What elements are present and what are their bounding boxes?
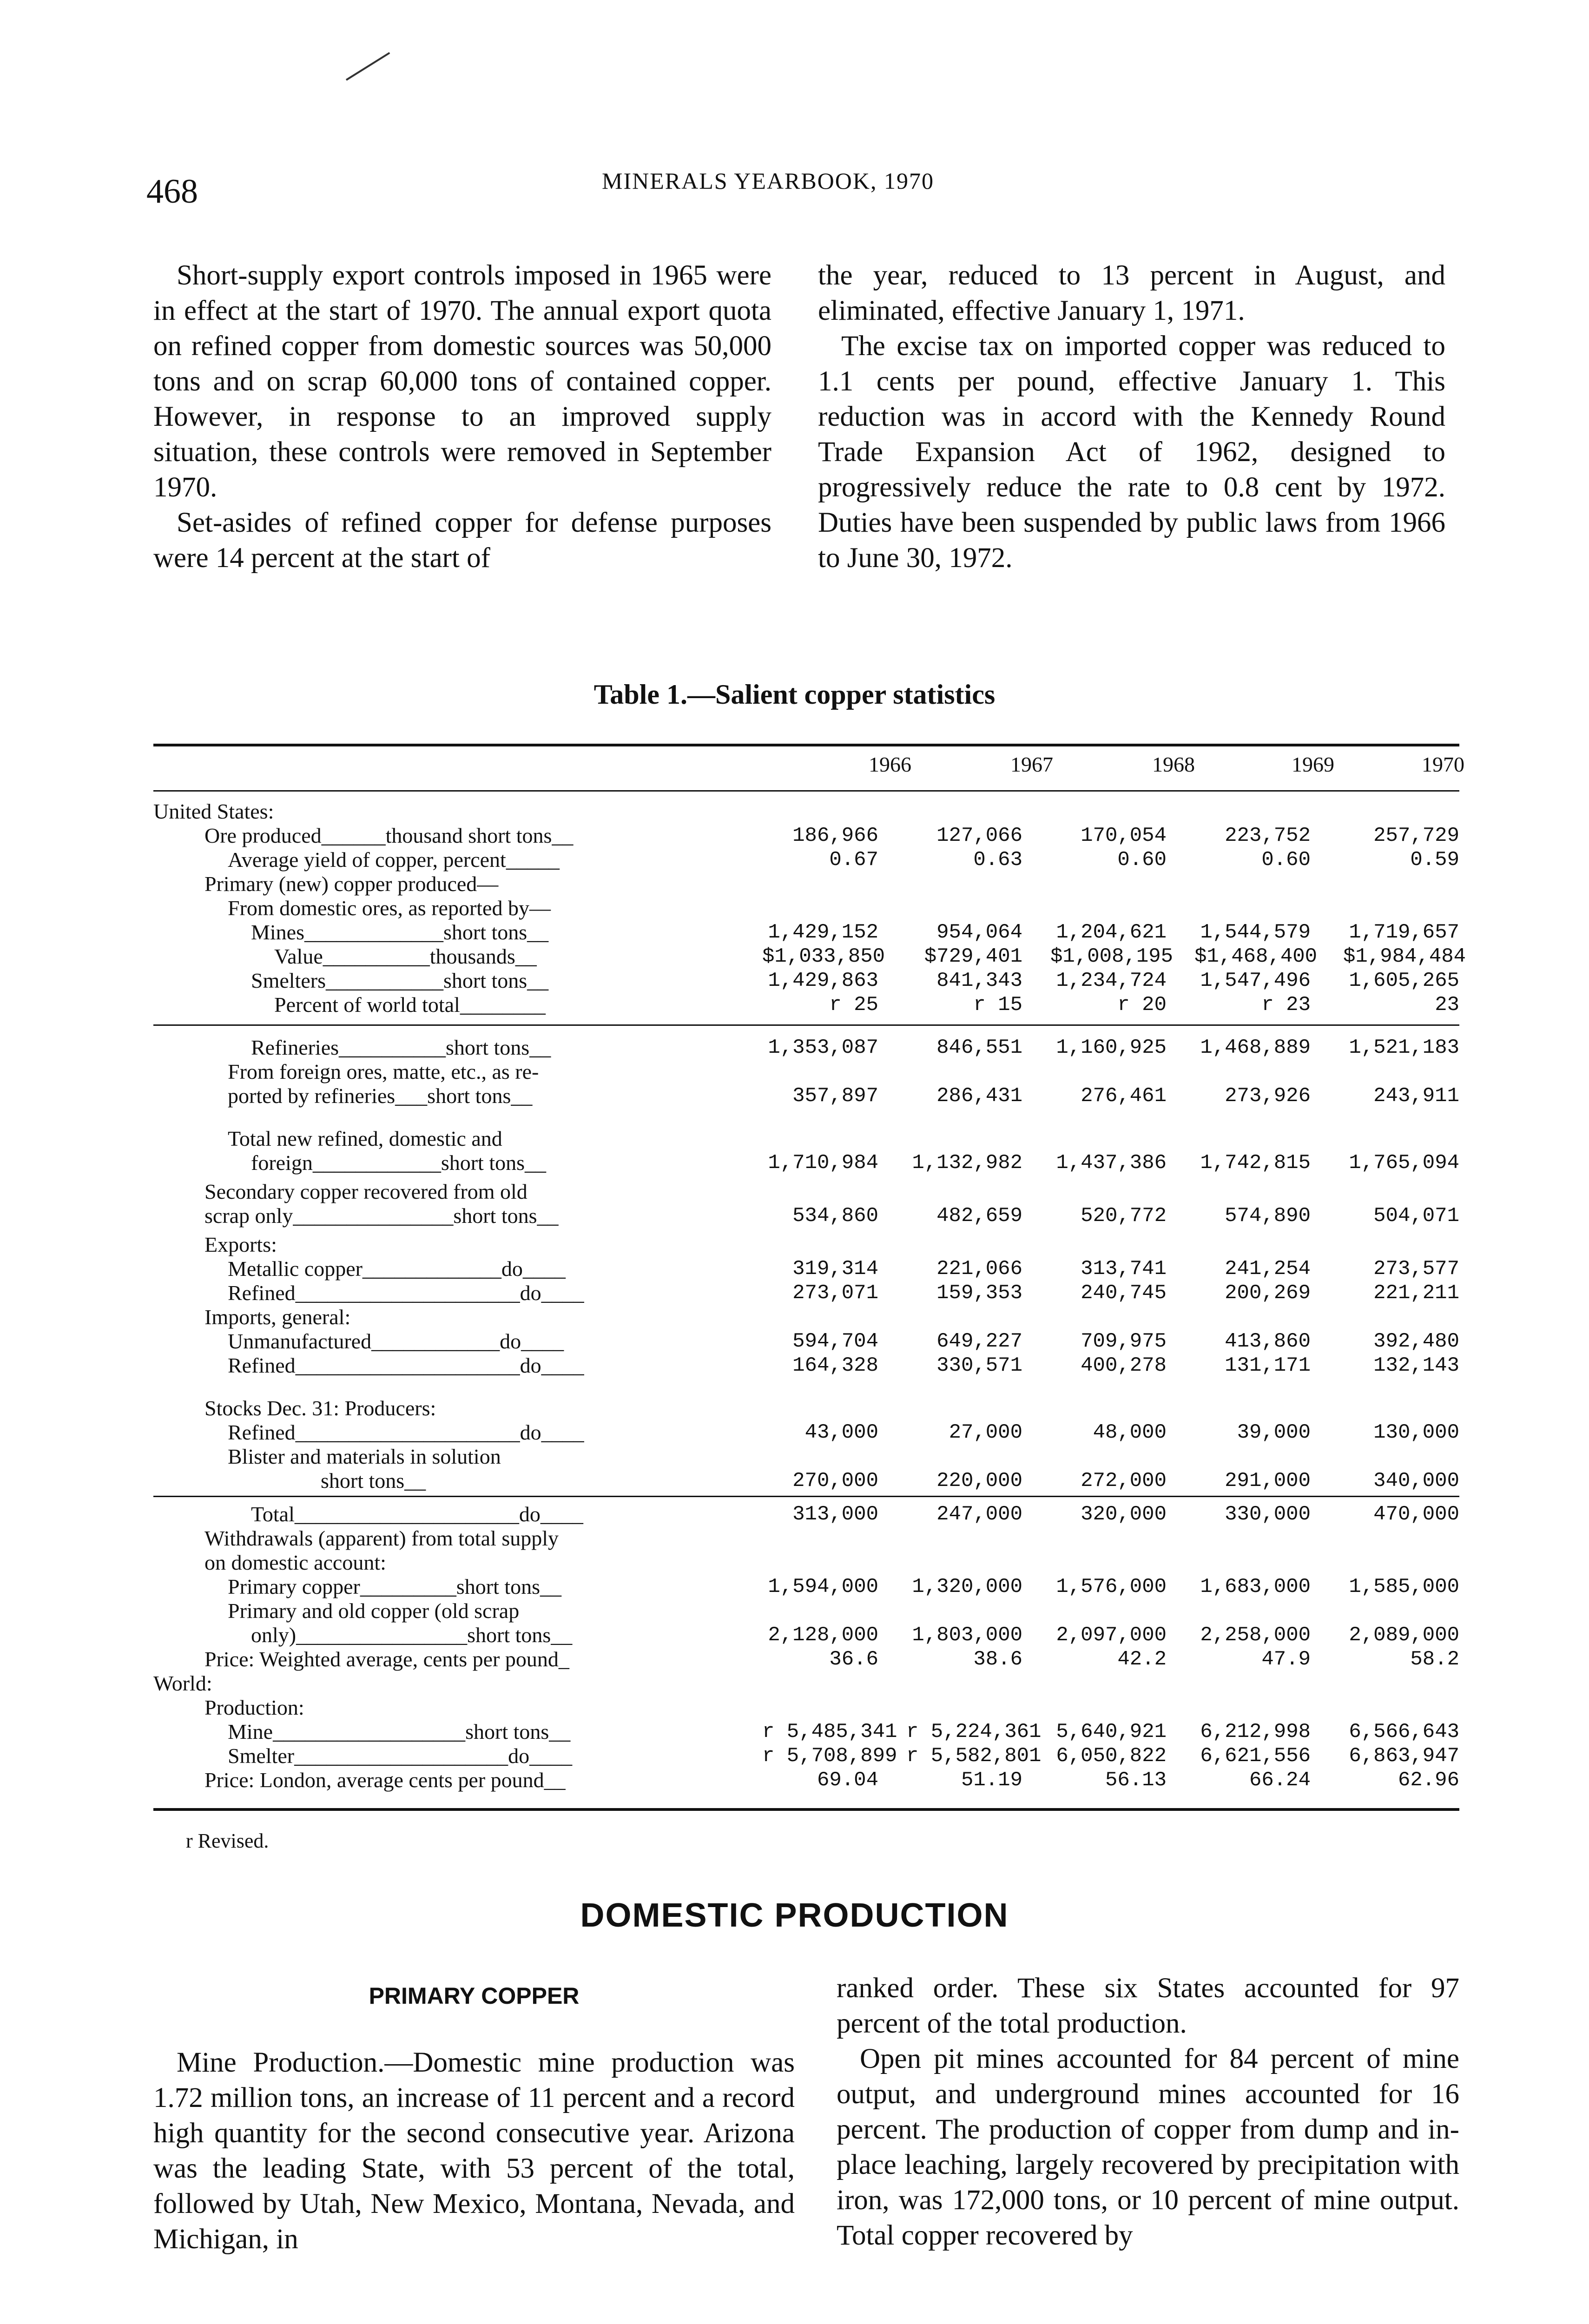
cell-value: 66.24 xyxy=(1249,1769,1311,1792)
cell-value: 36.6 xyxy=(829,1648,878,1671)
cell-value: 1,710,984 xyxy=(768,1151,878,1175)
cell-value: 131,171 xyxy=(1225,1354,1311,1377)
cell-value: $729,401 xyxy=(924,945,1022,968)
cell-value: 200,269 xyxy=(1225,1281,1311,1305)
cell-value: 286,431 xyxy=(936,1084,1022,1108)
intro-paragraph: The excise tax on imported copper was reduced to 1.1 cents per pound, effective January 1. This reduction was in accord with the Kennedy Round Trade Expansion Act of 1962, designed to progressively reduce the rate to 0.8 cent by 1972. Duties have been suspended by public laws from 1966 to June 30, 1972. xyxy=(818,330,1445,574)
cell-value: 272,000 xyxy=(1081,1469,1167,1492)
cell-value: 273,071 xyxy=(792,1281,878,1305)
row-label: Smelters___________short tons__ xyxy=(251,969,549,992)
row-label: Price: London, average cents per pound__ xyxy=(204,1768,566,1792)
cell-value: 2,089,000 xyxy=(1349,1624,1459,1647)
section-rule xyxy=(153,1024,1459,1026)
pen-mark xyxy=(346,52,390,81)
cell-value: 58.2 xyxy=(1410,1648,1459,1671)
cell-value: 6,863,947 xyxy=(1349,1744,1459,1768)
cell-value: 841,343 xyxy=(936,969,1022,992)
page-number: 468 xyxy=(146,172,198,211)
cell-value: 291,000 xyxy=(1225,1469,1311,1492)
row-label: Mine__________________short tons__ xyxy=(228,1720,571,1743)
row-label: Refineries__________short tons__ xyxy=(251,1036,551,1059)
cell-value: 5,640,921 xyxy=(1056,1720,1167,1743)
cell-value: 223,752 xyxy=(1225,824,1311,847)
intro-paragraph: the year, reduced to 13 percent in August, and eliminated, effective January 1, 1971. xyxy=(818,260,1445,326)
cell-value: $1,033,850 xyxy=(762,945,885,968)
row-label: only)________________short tons__ xyxy=(251,1623,573,1647)
cell-value: 243,911 xyxy=(1373,1084,1459,1108)
row-label: Percent of world total________ xyxy=(274,993,546,1017)
cell-value: 594,704 xyxy=(792,1330,878,1353)
cell-value: 240,745 xyxy=(1081,1281,1167,1305)
cell-value: r 5,224,361 xyxy=(906,1720,1042,1743)
row-label: Imports, general: xyxy=(204,1305,351,1329)
row-label: Primary copper_________short tons__ xyxy=(228,1575,562,1598)
row-label: ported by refineries___short tons__ xyxy=(228,1084,533,1108)
intro-paragraph: Set-asides of refined copper for defense purposes were 14 percent at the start of xyxy=(153,507,771,574)
row-label: From domestic ores, as reported by— xyxy=(228,896,551,920)
cell-value: 0.60 xyxy=(1117,848,1167,872)
cell-value: 413,860 xyxy=(1225,1330,1311,1353)
cell-value: 357,897 xyxy=(792,1084,878,1108)
cell-value: 534,860 xyxy=(792,1204,878,1228)
cell-value: 6,050,822 xyxy=(1056,1744,1167,1768)
cell-value: r 5,708,899 xyxy=(762,1744,897,1768)
row-label: short tons__ xyxy=(321,1469,426,1492)
cell-value: 6,212,998 xyxy=(1200,1720,1311,1743)
cell-value: 1,683,000 xyxy=(1200,1575,1311,1598)
row-label: Stocks Dec. 31: Producers: xyxy=(204,1396,436,1420)
cell-value: 954,064 xyxy=(936,921,1022,944)
cell-value: r 5,582,801 xyxy=(906,1744,1042,1768)
cell-value: 62.96 xyxy=(1398,1769,1459,1792)
row-label: Unmanufactured____________do____ xyxy=(228,1329,564,1353)
cell-value: 47.9 xyxy=(1261,1648,1311,1671)
row-label: scrap only_______________short tons__ xyxy=(204,1204,559,1228)
cell-value: 0.63 xyxy=(973,848,1022,872)
row-label: Secondary copper recovered from old xyxy=(204,1180,527,1203)
year-header: 1970 xyxy=(1422,753,1464,776)
cell-value: 482,659 xyxy=(936,1204,1022,1228)
row-label: Exports: xyxy=(204,1233,277,1256)
row-label: Ore produced______thousand short tons__ xyxy=(204,824,574,847)
cell-value: 0.67 xyxy=(829,848,878,872)
cell-value: 186,966 xyxy=(792,824,878,847)
cell-value: r 25 xyxy=(829,993,878,1017)
cell-value: 1,160,925 xyxy=(1056,1036,1167,1059)
cell-value: 1,742,815 xyxy=(1200,1151,1311,1175)
cell-value: 1,803,000 xyxy=(912,1624,1022,1647)
cell-value: 504,071 xyxy=(1373,1204,1459,1228)
table-header xyxy=(153,744,1464,790)
row-label: Total new refined, domestic and xyxy=(228,1127,502,1150)
row-label: Total_____________________do____ xyxy=(251,1502,583,1526)
cell-value: 241,254 xyxy=(1225,1257,1311,1281)
cell-value: 330,571 xyxy=(936,1354,1022,1377)
intro-left-column xyxy=(153,258,771,576)
cell-value: 520,772 xyxy=(1081,1204,1167,1228)
cell-value: 313,000 xyxy=(792,1503,878,1526)
cell-value: 127,066 xyxy=(936,824,1022,847)
row-label: Primary and old copper (old scrap xyxy=(228,1599,520,1623)
row-label: Primary (new) copper produced— xyxy=(204,872,499,896)
row-label: From foreign ores, matte, etc., as re- xyxy=(228,1060,539,1083)
row-label: Production: xyxy=(204,1696,304,1719)
cell-value: 221,066 xyxy=(936,1257,1022,1281)
row-label: Refined_____________________do____ xyxy=(228,1353,584,1377)
row-label: Price: Weighted average, cents per pound_ xyxy=(204,1647,569,1671)
cell-value: r 20 xyxy=(1117,993,1167,1017)
row-label: World: xyxy=(153,1671,212,1695)
cell-value: 132,143 xyxy=(1373,1354,1459,1377)
cell-value: 2,128,000 xyxy=(768,1624,878,1647)
cell-value: 56.13 xyxy=(1105,1769,1167,1792)
row-label: Smelter____________________do____ xyxy=(228,1744,573,1768)
row-label: Blister and materials in solution xyxy=(228,1445,501,1468)
cell-value: 1,765,094 xyxy=(1349,1151,1459,1175)
cell-value: 649,227 xyxy=(936,1330,1022,1353)
cell-value: $1,008,195 xyxy=(1050,945,1174,968)
cell-value: 38.6 xyxy=(973,1648,1022,1671)
year-header: 1969 xyxy=(1292,753,1334,776)
cell-value: 69.04 xyxy=(817,1769,878,1792)
year-header: 1966 xyxy=(869,753,911,776)
cell-value: r 23 xyxy=(1261,993,1311,1017)
table-caption: Table 1.—Salient copper statistics xyxy=(593,679,996,710)
cell-value: 23 xyxy=(1435,993,1459,1017)
cell-value: 220,000 xyxy=(936,1469,1022,1492)
cell-value: 1,544,579 xyxy=(1200,921,1311,944)
running-head: MINERALS YEARBOOK, 1970 xyxy=(602,168,934,194)
cell-value: 340,000 xyxy=(1373,1469,1459,1492)
row-label: Mines_____________short tons__ xyxy=(251,920,549,944)
row-label: United States: xyxy=(153,799,274,823)
row-label: Refined_____________________do____ xyxy=(228,1420,584,1444)
table-footnote: r Revised. xyxy=(186,1829,269,1852)
cell-value: 1,547,496 xyxy=(1200,969,1311,992)
cell-value: $1,468,400 xyxy=(1194,945,1318,968)
cell-value: $1,984,484 xyxy=(1343,945,1466,968)
section-title: DOMESTIC PRODUCTION xyxy=(580,1897,1009,1934)
cell-value: 270,000 xyxy=(792,1469,878,1492)
cell-value: 1,605,265 xyxy=(1349,969,1459,992)
cell-value: 257,729 xyxy=(1373,824,1459,847)
cell-value: r 15 xyxy=(973,993,1022,1017)
body-paragraph: Mine Production.—Domestic mine production was 1.72 million tons, an increase of 11 percent and a record high quantity for the second consecutive year. Arizona was the leading State, with 53 percent of the total, followed by Utah, New Mexico, Montana, Nevada, and Michigan, in xyxy=(153,2047,795,2255)
row-label: Metallic copper_____________do____ xyxy=(228,1257,566,1281)
cell-value: 6,621,556 xyxy=(1200,1744,1311,1768)
cell-value: 130,000 xyxy=(1373,1421,1459,1444)
cell-value: 51.19 xyxy=(961,1769,1022,1792)
cell-value: 170,054 xyxy=(1081,824,1167,847)
cell-value: 1,719,657 xyxy=(1349,921,1459,944)
cell-value: 164,328 xyxy=(792,1354,878,1377)
cell-value: 1,353,087 xyxy=(768,1036,878,1059)
cell-value: 27,000 xyxy=(949,1421,1022,1444)
body-paragraph: Open pit mines accounted for 84 percent of mine output, and underground mines accounted for 16 percent. The production of copper from dump and in-place leaching, largely recovered by precipitation with iron, was 172,000 tons, or 10 percent of mine output. Total copper recovered by xyxy=(837,2043,1459,2251)
cell-value: 1,468,889 xyxy=(1200,1036,1311,1059)
cell-value: 470,000 xyxy=(1373,1503,1459,1526)
row-label: on domestic account: xyxy=(204,1551,386,1574)
cell-value: 1,234,724 xyxy=(1056,969,1167,992)
section-subtitle: PRIMARY COPPER xyxy=(369,1983,580,2009)
cell-value: 0.59 xyxy=(1410,848,1459,872)
cell-value: 846,551 xyxy=(936,1036,1022,1059)
section-rule xyxy=(153,1496,1459,1497)
cell-value: 400,278 xyxy=(1081,1354,1167,1377)
cell-value: 159,353 xyxy=(936,1281,1022,1305)
cell-value: 1,132,982 xyxy=(912,1151,1022,1175)
body-left-column xyxy=(153,2045,795,2257)
cell-value: 273,926 xyxy=(1225,1084,1311,1108)
cell-value: 709,975 xyxy=(1081,1330,1167,1353)
row-label: Value__________thousands__ xyxy=(274,944,537,968)
cell-value: 247,000 xyxy=(936,1503,1022,1526)
body-right-column xyxy=(837,1971,1459,2253)
cell-value: 1,437,386 xyxy=(1056,1151,1167,1175)
cell-value: 43,000 xyxy=(804,1421,878,1444)
cell-value: 320,000 xyxy=(1081,1503,1167,1526)
cell-value: 1,429,152 xyxy=(768,921,878,944)
cell-value: 6,566,643 xyxy=(1349,1720,1459,1743)
body-paragraph: ranked order. These six States accounted for 97 percent of the total production. xyxy=(837,1973,1459,2039)
cell-value: 1,521,183 xyxy=(1349,1036,1459,1059)
cell-value: 273,577 xyxy=(1373,1257,1459,1281)
row-label: foreign____________short tons__ xyxy=(251,1151,547,1175)
cell-value: 39,000 xyxy=(1237,1421,1311,1444)
cell-value: 276,461 xyxy=(1081,1084,1167,1108)
year-header: 1968 xyxy=(1152,753,1195,776)
cell-value: 42.2 xyxy=(1117,1648,1167,1671)
cell-value: 1,204,621 xyxy=(1056,921,1167,944)
cell-value: 2,097,000 xyxy=(1056,1624,1167,1647)
cell-value: r 5,485,341 xyxy=(762,1720,897,1743)
cell-value: 48,000 xyxy=(1093,1421,1167,1444)
cell-value: 574,890 xyxy=(1225,1204,1311,1228)
header-rule xyxy=(153,790,1459,792)
table-bottom-rule xyxy=(153,1808,1459,1811)
cell-value: 330,000 xyxy=(1225,1503,1311,1526)
cell-value: 221,211 xyxy=(1373,1281,1459,1305)
cell-value: 1,576,000 xyxy=(1056,1575,1167,1598)
intro-paragraph: Short-supply export controls imposed in 1965 were in effect at the start of 1970. The annual export quota on refined copper from domestic sources was 50,000 tons and on scrap 60,000 tons of contained copper. However, in response to an improved supply situation, these controls were removed in September 1970. xyxy=(153,260,771,503)
cell-value: 1,320,000 xyxy=(912,1575,1022,1598)
cell-value: 0.60 xyxy=(1261,848,1311,872)
row-label: Withdrawals (apparent) from total supply xyxy=(204,1526,559,1550)
cell-value: 2,258,000 xyxy=(1200,1624,1311,1647)
year-header: 1967 xyxy=(1010,753,1053,776)
cell-value: 1,585,000 xyxy=(1349,1575,1459,1598)
cell-value: 392,480 xyxy=(1373,1330,1459,1353)
cell-value: 319,314 xyxy=(792,1257,878,1281)
cell-value: 1,429,863 xyxy=(768,969,878,992)
intro-right-column xyxy=(818,258,1445,576)
cell-value: 1,594,000 xyxy=(768,1575,878,1598)
row-label: Average yield of copper, percent_____ xyxy=(228,848,560,872)
row-label: Refined_____________________do____ xyxy=(228,1281,584,1305)
cell-value: 313,741 xyxy=(1081,1257,1167,1281)
